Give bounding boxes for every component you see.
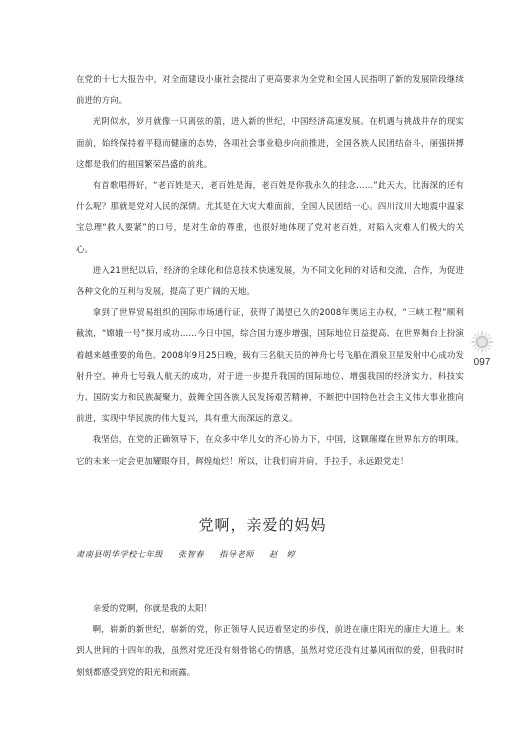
article-title: 党啊，亲爱的妈妈 — [198, 516, 327, 534]
byline-school: 肃南县明华学校七年级 — [76, 549, 163, 559]
paragraph-1: 在党的十七大报告中，对全面建设小康社会提出了更高要求为全党和全国人民指明了新的发展阶段继续前进的方向。 — [76, 74, 464, 106]
paragraph-5: 拿到了世界贸易组织的国际市场通行证，获得了渴望已久的2008年奥运主办权，“三峡工程”顺利截流，“嫦娥一号”探月成功……今日中国，综合国力逐步增强，国际地位日益提高、在世界舞台上扮演着越来越重要的角色。2008年9月25日晚，载有三名航天员的神舟七号飞船在酒泉卫星发射中心成功发射升空。神舟七号载人航天的成功，对于进一步提升我国的国际地位、增强我国的经济实力、科技实力、国防实力和民族凝聚力，鼓舞全国各族人民发扬艰苦精神，不断把中国特色社会主义伟大事业推向前进，实现中华民族的伟大复兴，具有重大而深远的意义。 — [76, 307, 464, 424]
article-body-text — [76, 598, 464, 683]
article-paragraph-1: 亲爱的党啊，你就是我的太阳！ — [92, 603, 213, 613]
paragraph-4: 进入21世纪以后，经济的全球化和信息技术快速发展，为不同文化间的对话和交流，合作，为促进各种文化的互利与发展，提高了更广阔的天地。 — [76, 264, 464, 297]
article-paragraph-2: 啊，崭新的新世纪，崭新的党，你正领导人民迈着坚定的步伐，前进在康庄阳光的康庄大道上。来到人世间的十四年的我，虽然对党还没有刻骨铭心的情感，虽然对党还没有过暴风雨似的爱，但我时时刻刻都感受到党的阳光和雨露。 — [76, 624, 464, 677]
page-number: 097 — [473, 357, 491, 368]
sun-ornament-icon — [470, 330, 494, 354]
byline-advisor-label: 指导老师 — [219, 549, 254, 559]
page-number-marker — [467, 330, 497, 374]
article-byline — [76, 549, 464, 560]
main-body-text — [76, 69, 464, 472]
paragraph-6: 我坚信，在党的正确领导下，在众多中华儿女的齐心协力下，中国，这颗璀璨在世界东方的明珠。它的未来一定会更加耀眼夺目，辉煌灿烂！所以，让我们肩并肩，手拉手，永远跟党走！ — [76, 434, 464, 466]
paragraph-2: 光阴似水，岁月就像一只离弦的箭，进入新的世纪，中国经济高速发展。在机遇与挑战并存的现实面前，始终保持着平稳而健康的态势，各项社会事业稳步向前推进，全国各族人民团结奋斗，丽强拼搏这都是我们的祖国繁荣昌盛的前兆。 — [76, 116, 464, 169]
byline-advisor: 赵 婷 — [269, 549, 296, 559]
byline-author: 张智春 — [178, 549, 205, 559]
paragraph-3: 有首歌唱得好，“老百姓是天，老百姓是海，老百姓是你我永久的挂念……”此天大，比海深的还有什么呢？那就是党对人民的深情。尤其是在大灾大难面前，全国人民团结一心。四川汶川大地震中温家宝总理“救人要紧”的口号，是对生命的尊重，也很好地体现了党对老百姓，对陷入灾难人们极大的关心。 — [76, 180, 464, 254]
